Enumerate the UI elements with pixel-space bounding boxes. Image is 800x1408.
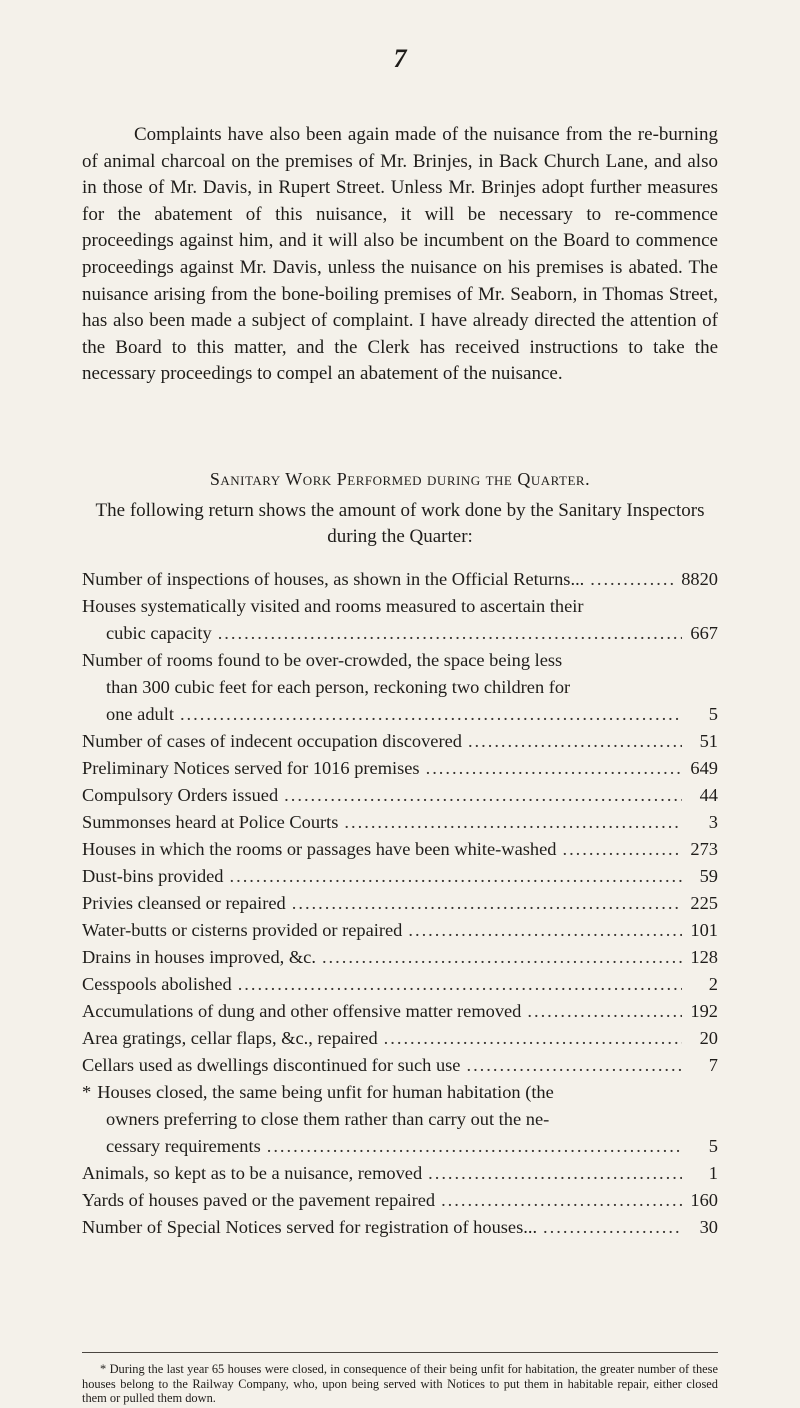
table-row bbox=[82, 728, 718, 755]
row-label: than 300 cubic feet for each person, reckoning two children for bbox=[106, 677, 571, 697]
row-label: Number of cases of indecent occupation discovered bbox=[82, 731, 462, 751]
table-row bbox=[82, 674, 718, 701]
table-row bbox=[82, 917, 718, 944]
row-value: 7 bbox=[708, 1055, 718, 1075]
row-value: 51 bbox=[699, 731, 718, 751]
table-row bbox=[82, 944, 718, 971]
row-value: 225 bbox=[690, 893, 718, 913]
dot-leader bbox=[441, 1187, 682, 1214]
row-value: 5 bbox=[708, 704, 718, 724]
row-value: 128 bbox=[690, 947, 718, 967]
table-row bbox=[82, 1187, 718, 1214]
table-row bbox=[82, 1133, 718, 1160]
dot-leader bbox=[238, 971, 682, 998]
row-label: Number of rooms found to be over-crowded, the space being less bbox=[82, 650, 563, 670]
dot-leader bbox=[267, 1133, 682, 1160]
dot-leader bbox=[322, 944, 682, 971]
dot-leader bbox=[344, 809, 682, 836]
table-row bbox=[82, 1106, 718, 1133]
dot-leader bbox=[468, 728, 682, 755]
row-label: Accumulations of dung and other offensive matter removed bbox=[82, 1001, 522, 1021]
dot-leader bbox=[527, 998, 682, 1025]
row-value: 3 bbox=[708, 812, 718, 832]
row-label: owners preferring to close them rather than carry out the ne- bbox=[106, 1109, 550, 1129]
row-label: Number of inspections of houses, as shown in the Official Returns... bbox=[82, 569, 585, 589]
row-label: Number of Special Notices served for registration of houses... bbox=[82, 1217, 538, 1237]
row-label: Area gratings, cellar flaps, &c., repaired bbox=[82, 1028, 378, 1048]
footnote: * During the last year 65 houses were closed, in consequence of their being unfit for habitation, the greater number of these houses belong to the Railway Company, who, upon being served with Notices to put them in habitable repair, either closed them or pulled them down. bbox=[82, 1362, 718, 1405]
table-row bbox=[82, 1160, 718, 1187]
row-label: one adult bbox=[106, 704, 174, 724]
dot-leader bbox=[230, 863, 683, 890]
table-row bbox=[82, 593, 718, 620]
row-label: Summonses heard at Police Courts bbox=[82, 812, 339, 832]
row-label: Houses closed, the same being unfit for human habitation (the bbox=[97, 1082, 554, 1102]
table-row bbox=[82, 998, 718, 1025]
sanitary-work-table bbox=[82, 566, 718, 1241]
row-label: cessary requirements bbox=[106, 1136, 261, 1156]
table-row bbox=[82, 890, 718, 917]
dot-leader bbox=[284, 782, 682, 809]
row-value: 2 bbox=[708, 974, 718, 994]
dot-leader bbox=[408, 917, 682, 944]
footnote-marker: * bbox=[82, 1082, 92, 1102]
table-row bbox=[82, 701, 718, 728]
row-value: 101 bbox=[690, 920, 718, 940]
row-label: Drains in houses improved, &c. bbox=[82, 947, 316, 967]
dot-leader bbox=[466, 1052, 682, 1079]
row-label: Houses systematically visited and rooms measured to ascertain their bbox=[82, 596, 584, 616]
row-value: 59 bbox=[699, 866, 718, 886]
dot-leader bbox=[426, 755, 682, 782]
dot-leader bbox=[292, 890, 682, 917]
intro-paragraph: Complaints have also been again made of the nuisance from the re-burning of animal charcoal on the premises of Mr. Brinjes, in Back Church Lane, and also in those of Mr. Davis, in Rupert Street. Unless Mr. Brinjes adopt further measures for the abatement of this nuisance, it will be necessary to re-commence proceedings against him, and it will also be incumbent on the Board to commence proceedings against Mr. Davis, unless the nuisance on his premises is abated. The nuisance arising from the bone-boiling premises of Mr. Seaborn, in Thomas Street, has also been made a subject of complaint. I have already directed the attention of the Board to this matter, and the Clerk has received instructions to take the necessary proceedings to compel an abatement of the nuisance. bbox=[82, 124, 718, 385]
section-lead: The following return shows the amount of work done by the Sanitary Inspectors during the Quarter: bbox=[95, 500, 705, 547]
table-row bbox=[82, 809, 718, 836]
row-value: 667 bbox=[690, 623, 718, 643]
row-label: Dust-bins provided bbox=[82, 866, 224, 886]
row-value: 160 bbox=[690, 1190, 718, 1210]
row-label: cubic capacity bbox=[106, 623, 212, 643]
row-value: 1 bbox=[708, 1163, 718, 1183]
row-value: 192 bbox=[690, 1001, 718, 1021]
section-heading: Sanitary Work Performed during the Quarter. bbox=[209, 469, 591, 489]
table-row bbox=[82, 1079, 718, 1106]
table-row bbox=[82, 971, 718, 998]
row-label: Cellars used as dwellings discontinued for such use bbox=[82, 1055, 461, 1075]
table-row bbox=[82, 647, 718, 674]
row-label: Animals, so kept as to be a nuisance, removed bbox=[82, 1163, 423, 1183]
table-row bbox=[82, 1025, 718, 1052]
dot-leader bbox=[543, 1214, 682, 1241]
row-value: 273 bbox=[690, 839, 718, 859]
row-label: Privies cleansed or repaired bbox=[82, 893, 286, 913]
footnote-rule bbox=[82, 1352, 718, 1353]
row-value: 30 bbox=[699, 1217, 718, 1237]
table-row bbox=[82, 836, 718, 863]
row-value: 20 bbox=[699, 1028, 718, 1048]
table-row bbox=[82, 1214, 718, 1241]
row-value: 8820 bbox=[681, 569, 718, 589]
row-value: 649 bbox=[690, 758, 718, 778]
row-label: Water-butts or cisterns provided or repaired bbox=[82, 920, 403, 940]
table-row bbox=[82, 1052, 718, 1079]
dot-leader bbox=[590, 566, 675, 593]
table-row bbox=[82, 566, 718, 593]
row-label: Compulsory Orders issued bbox=[82, 785, 279, 805]
dot-leader bbox=[384, 1025, 682, 1052]
dot-leader bbox=[562, 836, 682, 863]
table-row bbox=[82, 755, 718, 782]
dot-leader bbox=[218, 620, 682, 647]
table-row bbox=[82, 782, 718, 809]
dot-leader bbox=[428, 1160, 682, 1187]
table-row bbox=[82, 863, 718, 890]
dot-leader bbox=[180, 701, 682, 728]
row-label: Houses in which the rooms or passages have been white-washed bbox=[82, 839, 557, 859]
row-label: Preliminary Notices served for 1016 premises bbox=[82, 758, 420, 778]
row-label: Cesspools abolished bbox=[82, 974, 232, 994]
row-value: 44 bbox=[699, 785, 718, 805]
row-label: Yards of houses paved or the pavement repaired bbox=[82, 1190, 436, 1210]
page-number: 7 bbox=[393, 44, 407, 73]
row-value: 5 bbox=[708, 1136, 718, 1156]
table-row bbox=[82, 620, 718, 647]
